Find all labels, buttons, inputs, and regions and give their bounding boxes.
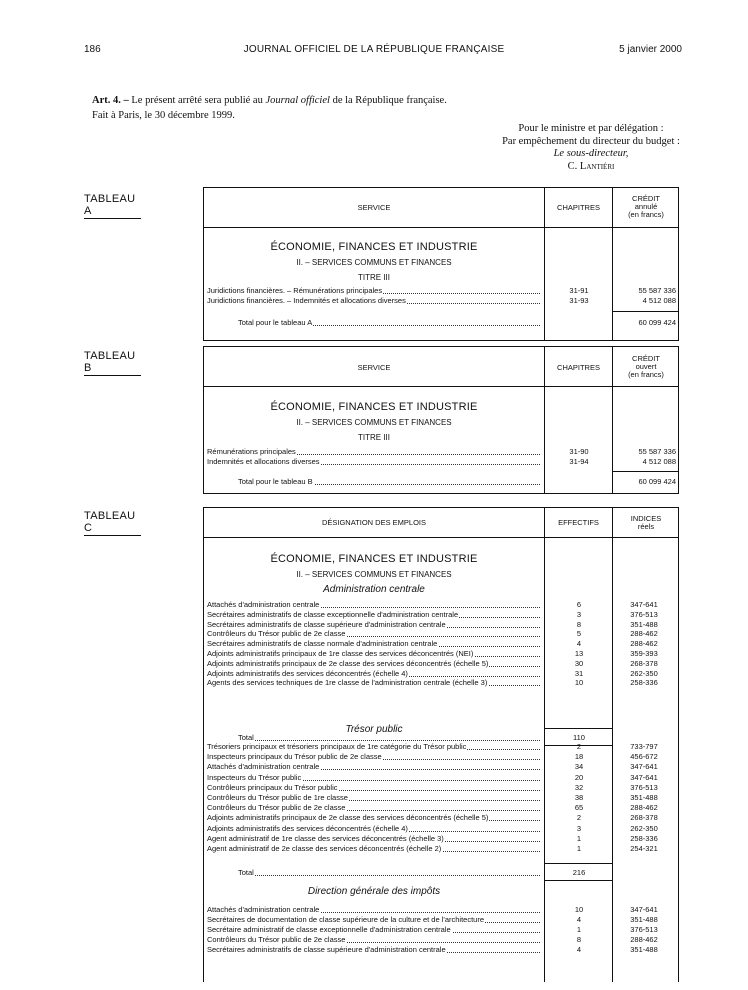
- col-service: SERVICE: [357, 363, 391, 372]
- row-label: Agent administratif de 2e classe des services déconcentrés (échelle 2): [207, 844, 442, 853]
- row-indices: 351-488: [630, 619, 658, 629]
- row-effectif: 2: [576, 742, 582, 751]
- tableau-b-label: TABLEAU B: [84, 350, 141, 376]
- row-label: Adjoints administratifs des services déconcentrés (échelle 4): [207, 823, 408, 833]
- row-effectif: 3: [576, 823, 582, 833]
- row-credit: 4 512 088: [642, 457, 676, 466]
- row-label: Contrôleurs du Trésor public de 2e classe: [207, 629, 346, 639]
- row-indices: 262-350: [630, 668, 658, 678]
- row-effectif: 34: [574, 762, 584, 772]
- signature-line2: Par empêchement du directeur du budget :: [502, 135, 680, 147]
- group-title: Direction générale des impôts: [307, 886, 441, 897]
- row-label: Secrétaires administratifs de classe exceptionnelle d'administration centrale: [207, 609, 459, 619]
- row-effectif: 1: [576, 925, 582, 934]
- table-row: [207, 659, 542, 669]
- row-indices: 258-336: [630, 678, 658, 688]
- row-credit: 55 587 336: [638, 447, 676, 456]
- col-credit-2: annulé: [634, 202, 658, 211]
- issue-date: 5 janvier 2000: [619, 44, 682, 55]
- row-effectif: 6: [576, 600, 582, 609]
- row-effectif: 1: [576, 833, 582, 843]
- row-label: Contrôleurs du Trésor public de 1re classe: [207, 793, 348, 802]
- row-chapitre: 31-91: [569, 286, 589, 295]
- tableau-b: [203, 346, 679, 494]
- col-indices-2: réels: [637, 522, 655, 531]
- row-label: Attachés d'administration centrale: [207, 905, 320, 914]
- section-title: II. – SERVICES COMMUNS ET FINANCES: [296, 570, 452, 579]
- row-indices: 359-393: [630, 649, 658, 658]
- table-row: [207, 678, 542, 688]
- tableau-a-label: TABLEAU A: [84, 193, 141, 219]
- titre: TITRE III: [358, 433, 390, 442]
- row-label: Secrétaires administratifs de classe supérieure d'administration centrale: [207, 945, 446, 954]
- article-text-before: Le présent arrêté sera publié au: [131, 95, 263, 106]
- table-row: [207, 629, 542, 639]
- row-effectif: 10: [574, 905, 584, 914]
- signature-line1: Pour le ministre et par délégation :: [518, 123, 664, 134]
- row-indices: 268-378: [630, 813, 658, 823]
- row-indices: 376-513: [630, 925, 658, 934]
- table-row: [207, 935, 542, 945]
- table-row: [207, 752, 542, 762]
- row-chapitre: 31-93: [569, 296, 589, 305]
- row-label: Adjoints administratifs principaux de 2e classe des services déconcentrés (échelle 5): [207, 658, 489, 668]
- table-row: [207, 813, 542, 823]
- total-value: 216: [572, 868, 586, 877]
- titre: TITRE III: [358, 273, 390, 282]
- row-chapitre: 31-90: [569, 447, 589, 456]
- row-effectif: 2: [576, 813, 582, 823]
- row-indices: 351-488: [630, 915, 658, 924]
- table-row: [207, 773, 542, 783]
- total-value: 60 099 424: [638, 318, 676, 327]
- row-label: Agent administratif de 1re classe des services déconcentrés (échelle 3): [207, 833, 444, 843]
- row-label: Contrôleurs du Trésor public de 2e classe: [207, 935, 346, 944]
- tableau-a: [203, 187, 679, 341]
- table-row: [207, 447, 542, 457]
- row-effectif: 13: [574, 649, 584, 658]
- tableau-c-label: TABLEAU C: [84, 510, 141, 536]
- article-done: Fait à Paris, le 30 décembre 1999.: [92, 110, 235, 121]
- row-label: Attachés d'administration centrale: [207, 762, 320, 772]
- row-effectif: 30: [574, 658, 584, 668]
- row-label: Adjoints administratifs principaux de 2e classe des services déconcentrés (échelle 5): [207, 813, 489, 823]
- total-label: Total pour le tableau B: [238, 477, 313, 486]
- row-indices: 351-488: [630, 945, 658, 954]
- row-effectif: 38: [574, 793, 584, 802]
- table-row: [207, 742, 542, 752]
- page-number: 186: [84, 44, 101, 55]
- col-credit-3: (en francs): [628, 210, 664, 219]
- row-indices: 347-641: [630, 772, 658, 782]
- total-value: 60 099 424: [638, 477, 676, 486]
- row-label: Trésoriers principaux et trésoriers principaux de 1re catégorie du Trésor public: [207, 742, 467, 751]
- col-credit-2: ouvert: [635, 362, 657, 371]
- row-label: Secrétaires de documentation de classe supérieure de la culture et de l'architecture: [207, 915, 485, 924]
- row-indices: 288-462: [630, 935, 658, 944]
- article-label: Art. 4. –: [92, 95, 129, 106]
- col-chapitres: CHAPITRES: [557, 363, 600, 372]
- row-indices: 376-513: [630, 782, 658, 792]
- row-indices: 288-462: [630, 639, 658, 649]
- row-indices: 347-641: [630, 905, 658, 914]
- journal-title: JOURNAL OFFICIEL DE LA RÉPUBLIQUE FRANÇAISE: [243, 44, 505, 55]
- row-indices: 733-797: [630, 742, 658, 751]
- row-indices: 268-378: [630, 658, 658, 668]
- ministry-title: ÉCONOMIE, FINANCES ET INDUSTRIE: [270, 241, 478, 253]
- article-journal: Journal officiel: [265, 95, 330, 106]
- table-row: [207, 915, 542, 925]
- row-label: Inspecteurs principaux du Trésor public de 2e classe: [207, 752, 382, 762]
- row-label: Agents des services techniques de 1re classe de l'administration centrale (échelle 3): [207, 678, 488, 688]
- row-effectif: 18: [574, 752, 584, 762]
- row-label: Adjoints administratifs des services déconcentrés (échelle 4): [207, 668, 408, 678]
- section-title: II. – SERVICES COMMUNS ET FINANCES: [296, 258, 452, 267]
- col-credit-1: CRÉDIT: [632, 354, 660, 363]
- row-label: Contrôleurs du Trésor public de 2e classe: [207, 803, 346, 813]
- row-effectif: 4: [576, 915, 582, 924]
- row-effectif: 8: [576, 935, 582, 944]
- total-row: [238, 477, 542, 487]
- row-credit: 4 512 088: [642, 296, 676, 305]
- total-label: Total: [238, 868, 254, 877]
- col-credit: [613, 195, 679, 219]
- row-indices: 351-488: [630, 793, 658, 802]
- table-row: [207, 296, 542, 306]
- table-row: [207, 649, 542, 659]
- total-label: Total: [238, 733, 254, 742]
- row-label: Secrétaires administratifs de classe normale d'administration centrale: [207, 639, 438, 649]
- row-label: Juridictions financières. – Indemnités et allocations diverses: [207, 296, 406, 305]
- row-credit: 55 587 336: [638, 286, 676, 295]
- col-chapitres: CHAPITRES: [557, 203, 600, 212]
- section-title: II. – SERVICES COMMUNS ET FINANCES: [296, 418, 452, 427]
- table-row: [207, 834, 542, 844]
- row-indices: 456-672: [630, 752, 658, 762]
- signature-initial: C.: [567, 160, 578, 172]
- ministry-title: ÉCONOMIE, FINANCES ET INDUSTRIE: [270, 553, 478, 565]
- table-row: [207, 639, 542, 649]
- article-4: [92, 93, 447, 123]
- total-value: 110: [573, 733, 585, 742]
- group-title: Administration centrale: [323, 584, 425, 595]
- col-indices: [613, 515, 679, 531]
- col-designation: DÉSIGNATION DES EMPLOIS: [321, 518, 427, 527]
- table-row: [207, 610, 542, 620]
- row-indices: 376-513: [630, 609, 658, 619]
- row-effectif: 5: [576, 629, 582, 639]
- tableau-c: [203, 507, 679, 982]
- total-row: [238, 868, 542, 878]
- col-indices-1: INDICES: [630, 514, 662, 523]
- row-effectif: 20: [574, 772, 584, 782]
- table-row: [207, 803, 542, 813]
- signature-block: [494, 123, 688, 173]
- row-indices: 258-336: [630, 833, 658, 843]
- row-label: Secrétaires administratifs de classe supérieure d'administration centrale: [207, 619, 446, 629]
- ministry-title: ÉCONOMIE, FINANCES ET INDUSTRIE: [270, 401, 478, 413]
- table-row: [207, 844, 542, 854]
- table-row: [207, 905, 542, 915]
- row-indices: 347-641: [630, 600, 658, 609]
- signature-name: [494, 161, 688, 174]
- row-indices: 262-350: [630, 823, 658, 833]
- row-effectif: 31: [574, 668, 584, 678]
- table-row: [207, 286, 542, 296]
- row-label: Rémunérations principales: [207, 447, 296, 456]
- row-indices: 347-641: [630, 762, 658, 772]
- row-chapitre: 31-94: [569, 457, 589, 466]
- row-effectif: 65: [574, 803, 584, 813]
- row-effectif: 32: [574, 782, 584, 792]
- table-row: [207, 620, 542, 630]
- table-row: [207, 945, 542, 955]
- table-row: [207, 669, 542, 679]
- table-row: [207, 793, 542, 803]
- row-effectif: 10: [574, 678, 584, 688]
- group-title: Trésor public: [345, 724, 403, 735]
- row-effectif: 3: [576, 609, 582, 619]
- row-label: Contrôleurs principaux du Trésor public: [207, 782, 338, 792]
- signature-line3: Le sous-directeur,: [553, 148, 629, 159]
- col-credit-3: (en francs): [628, 370, 664, 379]
- row-label: Attachés d'administration centrale: [207, 600, 320, 609]
- row-indices: 288-462: [630, 629, 658, 639]
- table-row: [207, 762, 542, 772]
- table-row: [207, 824, 542, 834]
- table-row: [207, 600, 542, 610]
- row-label: Secrétaire administratif de classe exceptionnelle d'administration centrale: [207, 925, 451, 934]
- row-label: Adjoints administratifs principaux de 1re classe des services déconcentrés (NEI): [207, 649, 474, 658]
- table-row: [207, 457, 542, 467]
- row-label: Juridictions financières. – Rémunérations principales: [207, 286, 383, 295]
- row-effectif: 1: [576, 844, 582, 853]
- col-credit: [613, 355, 679, 379]
- row-effectif: 8: [576, 619, 582, 629]
- col-effectifs: EFFECTIFS: [558, 518, 599, 527]
- row-indices: 288-462: [630, 803, 658, 813]
- row-label: Indemnités et allocations diverses: [207, 457, 320, 466]
- row-effectif: 4: [576, 639, 582, 649]
- row-label: Inspecteurs du Trésor public: [207, 772, 302, 782]
- table-row: [207, 783, 542, 793]
- total-label: Total pour le tableau A: [238, 318, 313, 327]
- row-indices: 254-321: [630, 844, 658, 853]
- col-credit-1: CRÉDIT: [632, 194, 660, 203]
- total-row: [238, 318, 542, 328]
- table-row: [207, 925, 542, 935]
- signature-surname: Lantiéri: [579, 160, 615, 172]
- row-effectif: 4: [576, 945, 582, 954]
- col-service: SERVICE: [357, 203, 391, 212]
- article-text-after: de la République française.: [332, 95, 447, 106]
